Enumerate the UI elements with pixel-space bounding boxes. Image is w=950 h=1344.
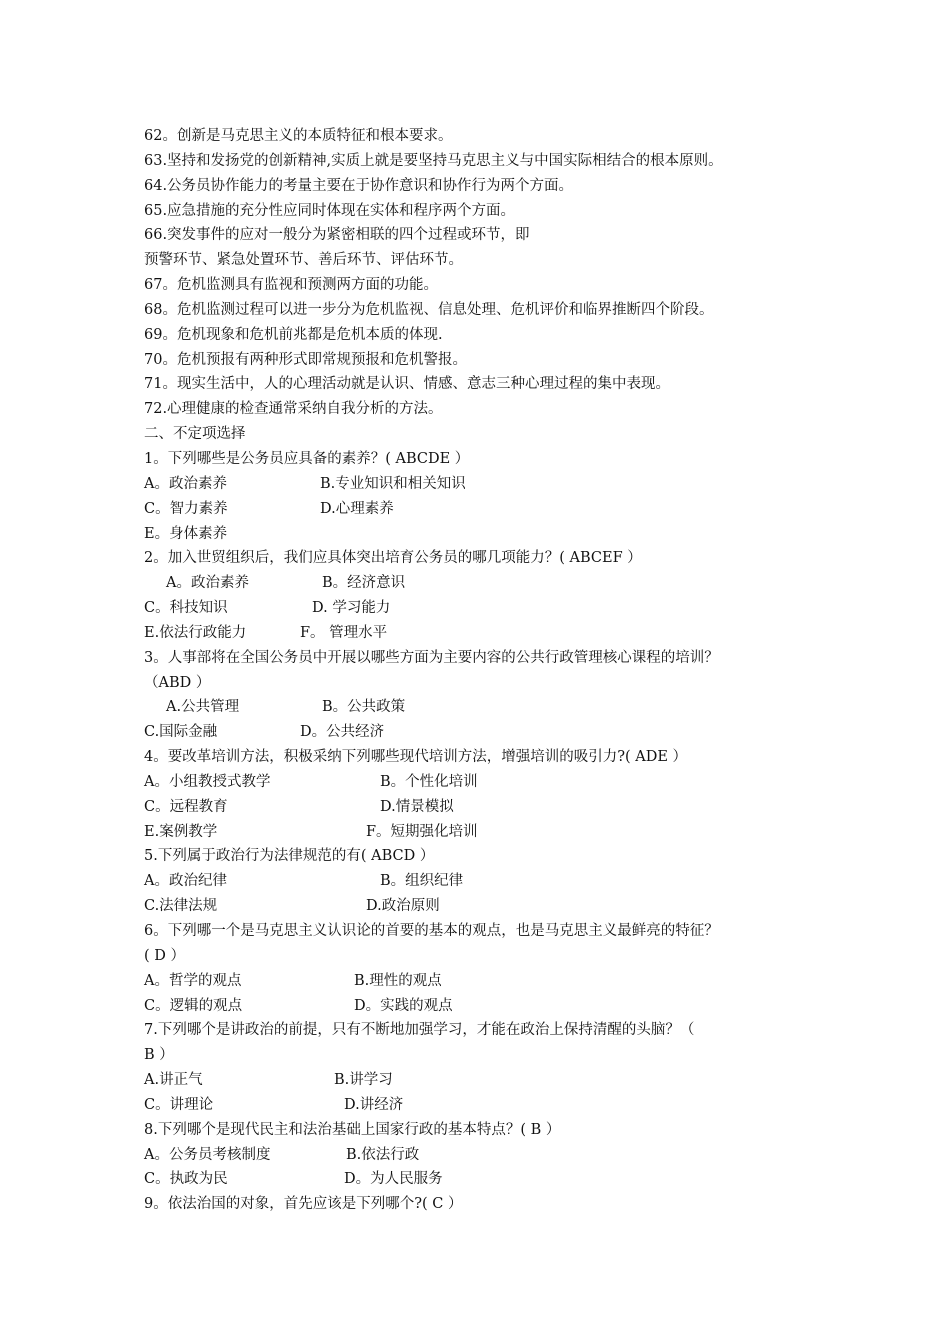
question-5-option-a: A。政治纪律	[144, 873, 227, 890]
question-3-option-c: C.国际金融	[144, 724, 218, 741]
statement-72: 72.心理健康的检查通常采纳自我分析的方法。	[144, 401, 443, 418]
question-8-option-b: B.依法行政	[346, 1146, 420, 1163]
question-9-stem: 9。依法治国的对象，首先应该是下列哪个?( C ）	[144, 1196, 463, 1213]
question-8-options-row-1	[144, 1143, 814, 1168]
question-7-option-b: B.讲学习	[334, 1072, 393, 1089]
question-2-stem: 2。加入世贸组织后，我们应具体突出培育公务员的哪几项能力？( ABCEF ）	[144, 550, 642, 567]
question-7-options-row-2	[144, 1093, 814, 1118]
statement-71: 71。现实生活中，人的心理活动就是认识、情感、意志三种心理过程的集中表现。	[144, 376, 670, 393]
statement-65: 65.应急措施的充分性应同时体现在实体和程序两个方面。	[144, 202, 516, 219]
section-title: 二、不定项选择	[144, 426, 246, 443]
question-6-stem: 6。下列哪一个是马克思主义认识论的首要的基本的观点，也是马克思主义最鲜亮的特征？	[144, 923, 719, 939]
question-7-answer: B ）	[144, 1047, 174, 1064]
question-3-option-b: B。公共政策	[322, 699, 406, 716]
question-5-options-row-1	[144, 869, 814, 894]
question-4-options-row-1	[144, 770, 814, 795]
question-5-option-c: C.法律法规	[144, 898, 218, 915]
question-3-option-a: A.公共管理	[166, 699, 240, 716]
question-5-stem: 5.下列属于政治行为法律规范的有( ABCD ）	[144, 848, 435, 865]
statement-69: 69。危机现象和危机前兆都是危机本质的体现.	[144, 326, 443, 343]
question-7-stem: 7.下列哪个是讲政治的前提，只有不断地加强学习，才能在政治上保持清醒的头脑？（	[144, 1022, 695, 1039]
question-1-option-b: B.专业知识和相关知识	[320, 475, 466, 492]
statement-66-continued: 预警环节、紧急处置环节、善后环节、评估环节。	[144, 252, 463, 269]
question-1-option-e: E。身体素养	[144, 525, 228, 542]
question-1-stem: 1。下列哪些是公务员应具备的素养？( ABCDE ）	[144, 450, 470, 467]
document-content	[144, 124, 814, 1217]
statement-64: 64.公务员协作能力的考量主要在于协作意识和协作行为两个方面。	[144, 177, 574, 194]
question-4-options-row-2	[144, 795, 814, 820]
question-2-option-d: D. 学习能力	[312, 600, 391, 617]
question-1-option-a: A。政治素养	[144, 475, 227, 492]
question-6-options-row-2	[144, 994, 814, 1019]
question-7-option-a: A.讲正气	[144, 1072, 203, 1089]
statement-66: 66.突发事件的应对一般分为紧密相联的四个过程或环节，即	[144, 227, 530, 244]
question-1-option-c: C。智力素养	[144, 500, 228, 517]
question-2-options-row-1	[144, 571, 814, 596]
question-1-option-d: D.心理素养	[320, 500, 394, 517]
question-1-options-row-2	[144, 497, 814, 522]
question-2-options-row-3	[144, 621, 814, 646]
question-3-option-d: D。公共经济	[300, 724, 385, 741]
question-8-option-d: D。为人民服务	[344, 1171, 443, 1188]
question-1-options-row-1	[144, 472, 814, 497]
question-3-stem: 3。人事部将在全国公务员中开展以哪些方面为主要内容的公共行政管理核心课程的培训？	[144, 649, 719, 666]
question-3-options-row-1	[144, 695, 814, 720]
question-3-options-row-2	[144, 720, 814, 745]
statement-68: 68。危机监测过程可以进一步分为危机监视、信息处理、危机评价和临界推断四个阶段。	[144, 301, 714, 318]
question-4-options-row-3	[144, 820, 814, 845]
question-4-option-c: C。远程教育	[144, 798, 228, 815]
question-2-option-c: C。科技知识	[144, 600, 228, 617]
question-6-option-b: B.理性的观点	[354, 972, 442, 989]
question-6-options-row-1	[144, 969, 814, 994]
question-2-option-f: F。 管理水平	[300, 624, 388, 641]
question-3-answer: （ABD ）	[144, 674, 211, 691]
question-8-option-c: C。执政为民	[144, 1171, 228, 1188]
question-2-option-b: B。经济意识	[322, 575, 406, 592]
question-4-stem: 4。要改革培训方法，积极采纳下列哪些现代培训方法，增强培训的吸引力?( ADE ）	[144, 749, 688, 766]
question-2-options-row-2	[144, 596, 814, 621]
question-2-option-e: E.依法行政能力	[144, 624, 247, 641]
question-4-option-f: F。短期强化培训	[366, 823, 478, 840]
question-7-option-c: C。讲理论	[144, 1096, 214, 1113]
question-4-option-d: D.情景模拟	[380, 798, 454, 815]
question-6-answer: ( D ）	[144, 947, 186, 964]
question-6-option-c: C。逻辑的观点	[144, 997, 243, 1014]
question-7-options-row-1	[144, 1068, 814, 1093]
question-4-option-b: B。个性化培训	[380, 773, 478, 790]
statement-62: 62。创新是马克思主义的本质特征和根本要求。	[144, 128, 453, 144]
question-6-option-a: A。哲学的观点	[144, 972, 242, 989]
question-5-option-d: D.政治原则	[366, 898, 440, 915]
question-5-options-row-2	[144, 894, 814, 919]
question-8-option-a: A。公务员考核制度	[144, 1146, 271, 1163]
question-7-option-d: D.讲经济	[344, 1096, 404, 1113]
question-8-stem: 8.下列哪个是现代民主和法治基础上国家行政的基本特点？( B ）	[144, 1121, 561, 1138]
statement-70: 70。危机预报有两种形式即常规预报和危机警报。	[144, 351, 467, 368]
question-4-option-a: A。小组教授式教学	[144, 773, 271, 790]
question-2-option-a: A。政治素养	[166, 575, 249, 592]
statement-63: 63.坚持和发扬党的创新精神,实质上就是要坚持马克思主义与中国实际相结合的根本原则。	[144, 152, 723, 169]
question-8-options-row-2	[144, 1167, 814, 1192]
statement-67: 67。危机监测具有监视和预测两方面的功能。	[144, 277, 438, 294]
question-5-option-b: B。组织纪律	[380, 873, 464, 890]
question-6-option-d: D。实践的观点	[354, 997, 453, 1014]
question-4-option-e: E.案例教学	[144, 823, 218, 840]
